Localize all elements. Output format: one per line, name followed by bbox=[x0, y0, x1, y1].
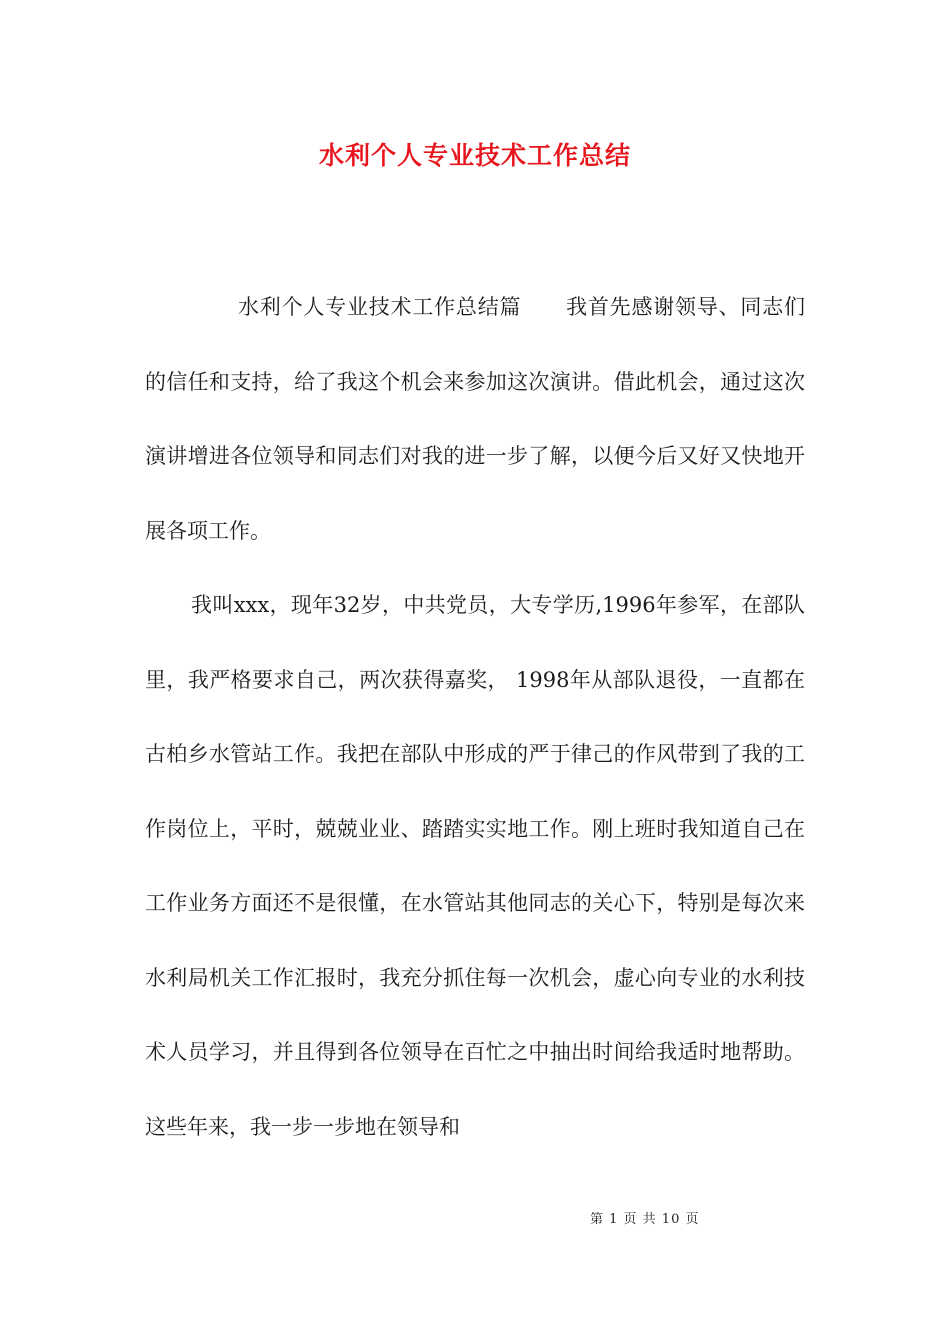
document-title: 水利个人专业技术工作总结 bbox=[318, 141, 631, 170]
paragraph-2: 我叫xxx，现年32岁，中共党员，大专学历,1996年参军，在部队里，我严格要求自己，两次获得嘉奖， 1998年从部队退役，一直都在古柏乡水管站工作。我把在部队中形成的严于律己的作风带到了我的工作岗位上，平时，兢兢业业、踏踏实实地工作。刚上班时我知道自己在工作业务方面还不是很懂，在水管站其他同志的关心下，特别是每次来水利局机关工作汇报时，我充分抓住每一次机会，虚心向专业的水利技术人员学习，并且得到各位领导在百忙之中抽出时间给我适时地帮助。这些年来，我一步一步地在领导和 bbox=[145, 593, 805, 1139]
paragraph-1-text: 我首先感谢领导、同志们的信任和支持，给了我这个机会来参加这次演讲。借此机会，通过这次演讲增进各位领导和同志们对我的进一步了解，以便今后又好又快地开展各项工作。 bbox=[145, 295, 806, 543]
page-footer: 第 1 页 共 10 页 bbox=[590, 1212, 700, 1227]
paragraph-1 bbox=[145, 270, 805, 568]
paragraph-1-lead: 水利个人专业技术工作总结篇 bbox=[238, 295, 522, 319]
document-body bbox=[145, 270, 805, 1164]
